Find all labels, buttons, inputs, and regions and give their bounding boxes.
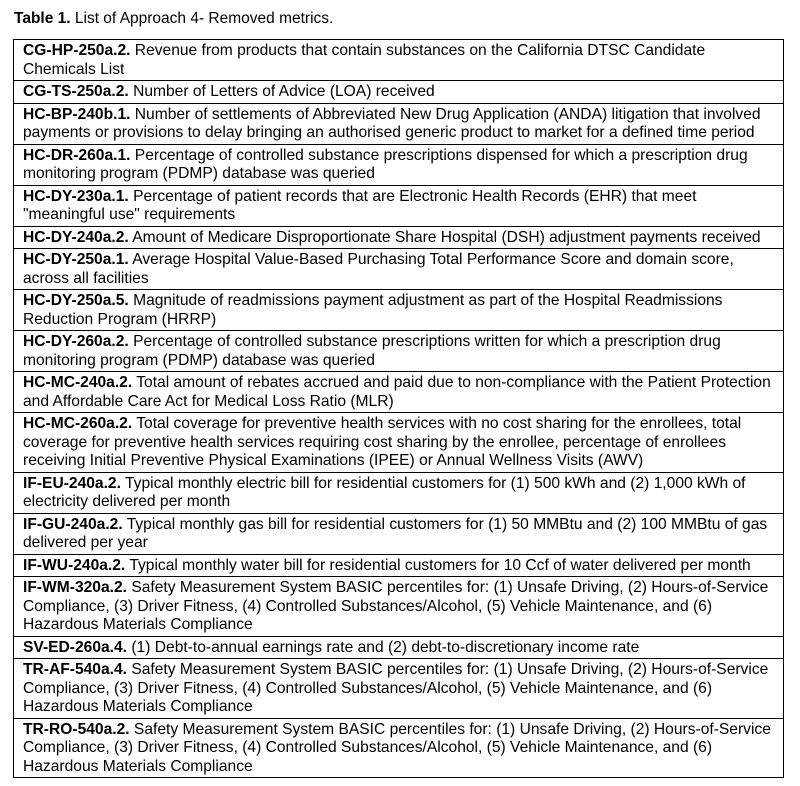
metric-code: HC-DY-250a.1. — [23, 251, 129, 268]
metric-cell — [14, 290, 784, 331]
table-caption-label: Table 1. — [14, 10, 71, 27]
metric-cell — [14, 577, 784, 637]
metric-description: Number of settlements of Abbreviated New Drug Application (ANDA) litigation that involved payments or provisions to delay bringing an authorised generic product to market for a defined time period — [23, 105, 761, 141]
metric-cell — [14, 472, 784, 513]
table-row — [14, 372, 784, 413]
metric-description: Number of Letters of Advice (LOA) received — [128, 83, 435, 100]
metric-description: Amount of Medicare Disproportionate Share Hospital (DSH) adjustment payments received — [128, 228, 761, 246]
metric-description: (1) Debt-to-annual earnings rate and (2) debt-to-discretionary income rate — [127, 638, 640, 656]
table-row — [14, 185, 784, 226]
table-row — [14, 718, 784, 778]
metric-code: HC-BP-240b.1. — [23, 105, 131, 123]
metric-cell — [14, 185, 784, 226]
metric-code: TR-AF-540a.4. — [23, 661, 127, 678]
metric-cell — [14, 718, 784, 778]
metric-description: Magnitude of readmissions payment adjustment as part of the Hospital Readmissions Reduction Program (HRRP) — [23, 292, 723, 328]
metric-code: HC-DY-230a.1. — [23, 187, 129, 205]
table-row — [14, 81, 784, 104]
metric-description: Percentage of controlled substance prescriptions dispensed for which a prescription drug monitoring program (PDMP) database was queried — [23, 146, 748, 182]
metric-description: Safety Measurement System BASIC percentiles for: (1) Unsafe Driving, (2) Hours-of-Service Compliance, (3) Driver Fitness, (4) Controlled Substances/Alcohol, (5) Vehicle Maintenance, and (6) Hazardous Materials Compliance — [23, 579, 769, 633]
table-body — [14, 40, 784, 778]
table-row — [14, 249, 784, 290]
metric-code: SV-ED-260a.4. — [23, 638, 128, 656]
metric-cell — [14, 226, 784, 249]
table-row — [14, 103, 784, 144]
metric-code: IF-GU-240a.2. — [23, 515, 123, 533]
metric-cell — [14, 513, 784, 554]
table-row — [14, 40, 784, 81]
metric-code: CG-TS-250a.2. — [23, 83, 129, 100]
metric-cell — [14, 81, 784, 104]
table-row — [14, 659, 784, 719]
table-row — [14, 290, 784, 331]
table-row — [14, 513, 784, 554]
metric-cell — [14, 554, 784, 577]
metric-code: HC-DY-240a.2. — [23, 228, 129, 246]
table-row — [14, 577, 784, 637]
metric-cell — [14, 144, 784, 185]
metric-cell — [14, 413, 784, 473]
metric-code: TR-RO-540a.2. — [23, 720, 130, 738]
metric-description: Percentage of patient records that are Electronic Health Records (EHR) that meet "meaningful use" requirements — [23, 187, 697, 223]
metric-code: IF-EU-240a.2. — [23, 474, 121, 492]
metric-description: Percentage of controlled substance prescriptions written for which a prescription drug monitoring program (PDMP) database was queried — [23, 333, 721, 369]
table-row — [14, 413, 784, 473]
metric-description: Safety Measurement System BASIC percentiles for: (1) Unsafe Driving, (2) Hours-of-Service Compliance, (3) Driver Fitness, (4) Controlled Substances/Alcohol, (5) Vehicle Maintenance, and (6) Hazardous Materials Compliance — [23, 720, 771, 775]
table-row — [14, 554, 784, 577]
metric-cell — [14, 372, 784, 413]
table-row — [14, 472, 784, 513]
metric-description: Typical monthly gas bill for residential customers for (1) 50 MMBtu and (2) 100 MMBtu of gas delivered per year — [23, 515, 768, 551]
table-row — [14, 331, 784, 372]
metric-code: HC-DY-260a.2. — [23, 333, 129, 350]
metric-cell — [14, 659, 784, 719]
metric-description: Safety Measurement System BASIC percentiles for: (1) Unsafe Driving, (2) Hours-of-Service Compliance, (3) Driver Fitness, (4) Controlled Substances/Alcohol, (5) Vehicle Maintenance, and (6) Hazardous Materials Compliance — [23, 661, 769, 715]
metric-description: Typical monthly electric bill for residential customers for (1) 500 kWh and (2) 1,000 kWh of electricity delivered per month — [23, 474, 746, 510]
table-caption — [14, 9, 333, 29]
table-row — [14, 636, 784, 659]
table-row — [14, 144, 784, 185]
metric-code: IF-WM-320a.2. — [23, 579, 127, 596]
metric-description: Total coverage for preventive health services with no cost sharing for the enrollees, total coverage for preventive health services requiring cost sharing by the enrollee, percentage of enrollees receiving Initial Preventive Physical Examinations (IPEE) or Annual Wellness Visits (AWV) — [23, 415, 742, 469]
metric-description: Total amount of rebates accrued and paid due to non-compliance with the Patient Protection and Affordable Care Act for Medical Loss Ratio (MLR) — [23, 374, 771, 410]
metric-description: Typical monthly water bill for residential customers for 10 Ccf of water delivered per month — [125, 556, 751, 574]
metric-code: HC-MC-260a.2. — [23, 415, 133, 432]
metric-cell — [14, 103, 784, 144]
metric-cell — [14, 331, 784, 372]
table-row — [14, 226, 784, 249]
metric-description: Average Hospital Value-Based Purchasing Total Performance Score and domain score, across all facilities — [23, 251, 734, 287]
metric-cell — [14, 249, 784, 290]
metric-description: Revenue from products that contain substances on the California DTSC Candidate Chemicals List — [23, 42, 706, 78]
metric-code: HC-MC-240a.2. — [23, 374, 133, 391]
table-caption-text: List of Approach 4- Removed metrics. — [70, 10, 334, 27]
removed-metrics-table — [13, 39, 784, 778]
metric-code: CG-HP-250a.2. — [23, 42, 131, 59]
metric-code: HC-DR-260a.1. — [23, 146, 131, 164]
metric-code: IF-WU-240a.2. — [23, 556, 126, 574]
metric-cell — [14, 40, 784, 81]
metric-code: HC-DY-250a.5. — [23, 292, 129, 309]
metric-cell — [14, 636, 784, 659]
